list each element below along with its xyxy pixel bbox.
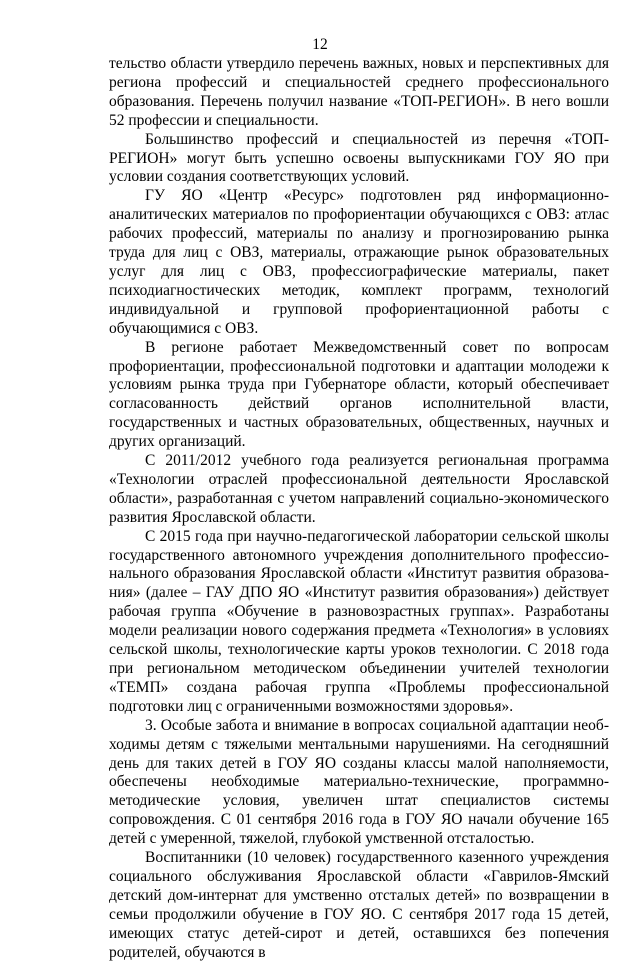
paragraph-pupils: Воспитанники (10 человек) государственного казенного учреждения социального обслуживания Ярославской области «Гаврилов-Ямский детский дом-интернат для умственно отсталых детей» по возвращении в семьи продолжили обучение в ГОУ ЯО. С сентября 2017 года 15 детей, имеющих статус детей-сирот и детей, оставшихся без попечения родителей, обучаются в (109, 849, 609, 961)
paragraph-item-3: 3. Особые забота и внимание в вопросах социальной адаптации необходимы детям с тяжелыми ментальными нарушениями. На сегодняшний день для таких детей в ГОУ ЯО созданы классы малой наполняемости, обеспечены необходимые материально-технические, программно-методические условия, увеличен штат специалистов системы сопровождения. С 01 сентября 2016 года в ГОУ ЯО начали обучение 165 детей с умеренной, тяжелой, глубокой умственной отсталостью. (109, 716, 609, 848)
body-text (109, 55, 609, 963)
paragraph-center-resurs: ГУ ЯО «Центр «Ресурс» подготовлен ряд информационно-аналитических материалов по профориентации обучающихся с ОВЗ: атлас рабочих профессий, материалы по анализу и прогнозированию рынка труда для лиц с ОВЗ, материалы, отражающие рынок образовательных услуг для лиц с ОВЗ, профессиографические материалы, пакет психодиагностических методик, комплект программ, технологий индивидуальной и групповой профориентационной работы с обучающимися с ОВЗ. (109, 187, 609, 337)
paragraph-working-group: С 2015 года при научно-педагогической лаборатории сельской школы государственного автономного учреждения дополнительного профессионального образования Ярославской области «Институт развития образования» (далее – ГАУ ДПО ЯО «Институт развития образования») действует рабочая группа «Обучение в разновозрастных группах». Разработаны модели реализации нового содержания предмета «Технология» в условиях сельской школы, технологические карты уроков технологии. С 2018 года при региональном методическом объединении учителей технологии «ТЕМП» создана рабочая группа «Проблемы профессиональной подготовки лиц с ограниченными возможностями здоровья». (109, 527, 609, 715)
paragraph-top-region: Большинство профессий и специальностей из перечня «ТОП-РЕГИОН» могут быть успешно освоены выпускниками ГОУ ЯО при условии создания соответствующих условий. (109, 130, 609, 186)
paragraph-interdepartmental-council: В регионе работает Межведомственный совет по вопросам профориентации, профессиональной подготовки и адаптации молодежи к условиям рынка труда при Губернаторе области, который обеспечивает согласованность действий органов исполнительной власти, государственных и частных образовательных, общественных, научных и других организаций. (109, 338, 609, 451)
paragraph-regional-program: С 2011/2012 учебного года реализуется региональная программа «Технологии отраслей профессиональной деятельности Ярославской области», разработанная с учетом направлений социально-экономического развития Ярославской области. (109, 452, 609, 526)
page-number: 12 (312, 36, 328, 53)
paragraph-continuation: тельство области утвердило перечень важных, новых и перспективных для региона профессий и специальностей среднего профессионального образования. Перечень получил название «ТОП-РЕГИОН». В него вошли 52 профессии и специальности. (109, 55, 609, 129)
